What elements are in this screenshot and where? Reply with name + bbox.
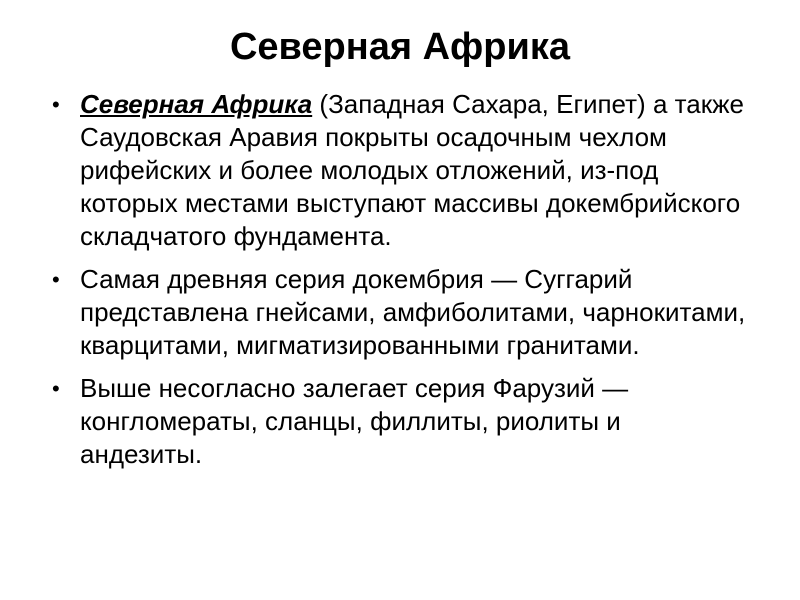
bullet-dot-icon: •: [52, 376, 60, 401]
bullet-text: Выше несогласно залегает серия Фарузий — конгломераты, сланцы, филлиты, риолиты и андезиты.: [80, 373, 629, 469]
bullet-lead-term: Северная Африка: [80, 89, 313, 119]
bullet-text: (Западная Сахара, Египет) а также Саудовская Аравия покрыты осадочным чехлом рифейских и более молодых отложений, из-под которых местами выступают массивы докембрийского складчатого фундамента.: [80, 89, 744, 251]
bullet-text: Самая древняя серия докембрия — Суггарий представлена гнейсами, амфиболитами, чарнокитами, кварцитами, мигматизированными гранитами.: [80, 264, 746, 360]
bullet-dot-icon: •: [52, 267, 60, 292]
bullet-dot-icon: •: [52, 92, 60, 117]
bullet-item: [48, 263, 748, 362]
slide-title: Северная Африка: [229, 26, 570, 68]
bullet-list: [48, 88, 748, 481]
bullet-item: [48, 372, 748, 471]
bullet-item: [48, 88, 748, 253]
